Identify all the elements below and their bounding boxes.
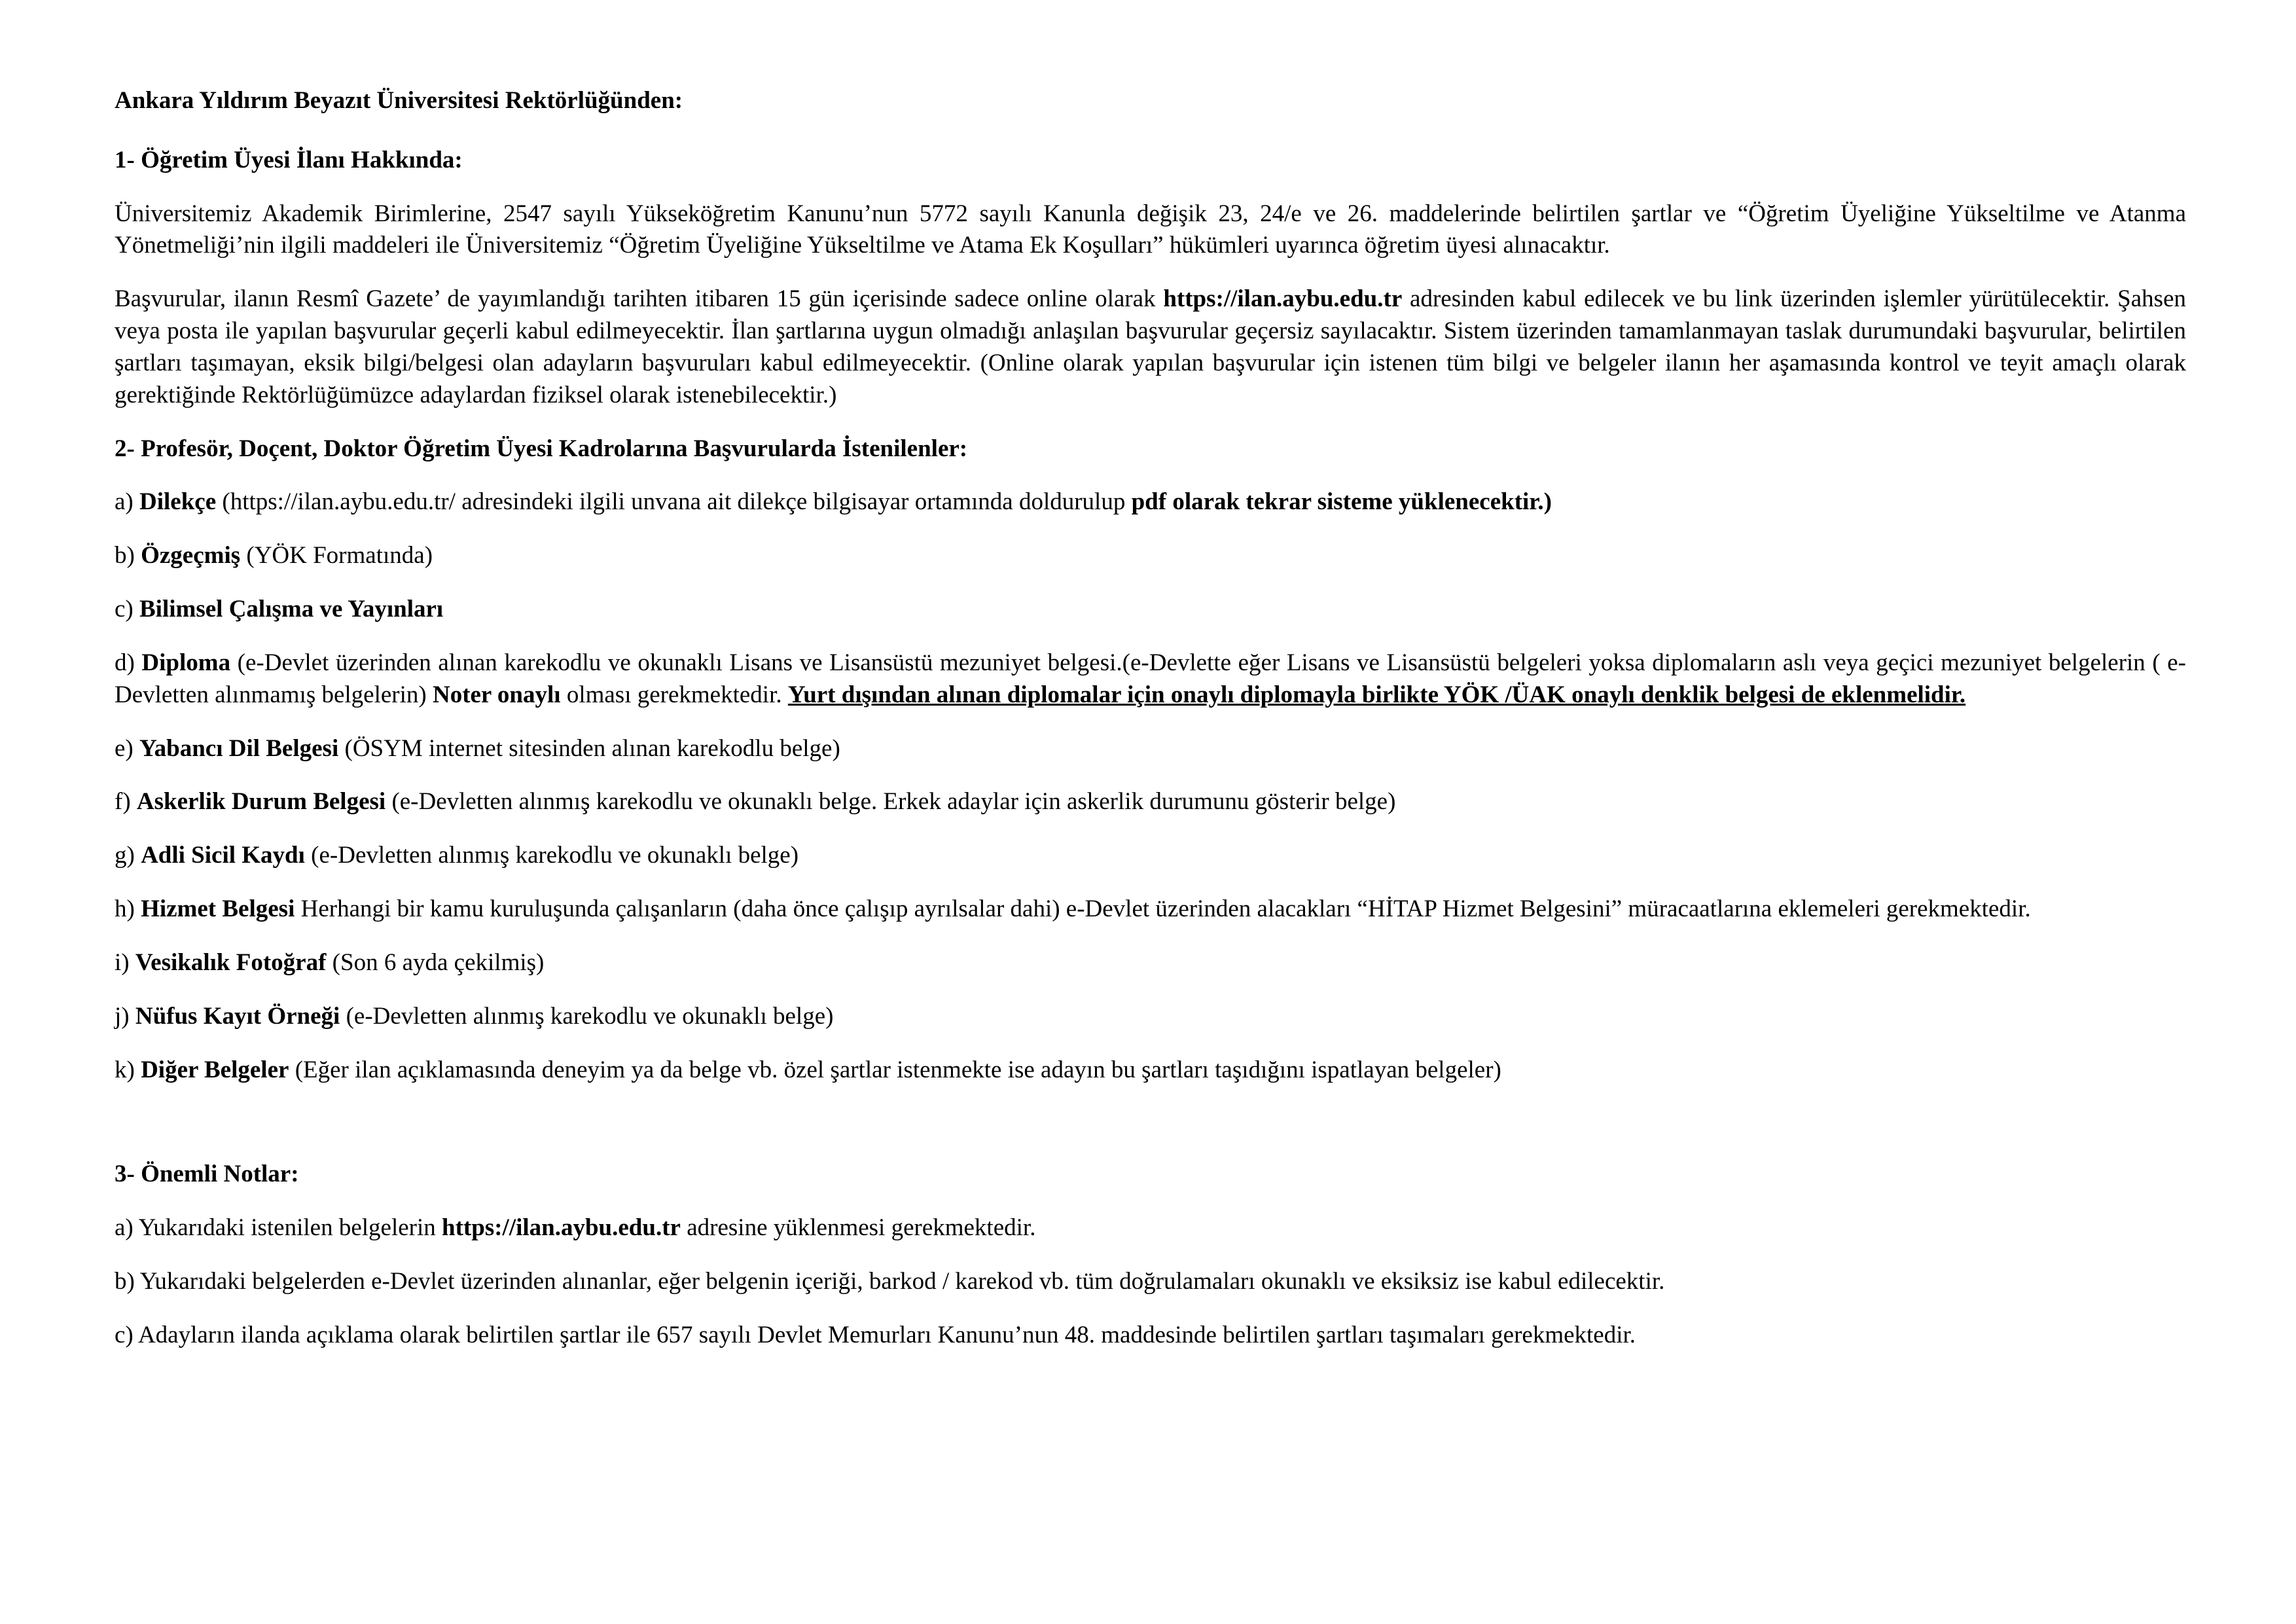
item-f-marker: f) bbox=[115, 788, 137, 816]
para2-text-a: Başvurular, ilanın Resmî Gazete’ de yayımlandığı tarihten itibaren 15 gün içerisinde sadece online olarak bbox=[115, 285, 1164, 313]
section-2-heading: 2- Profesör, Doçent, Doktor Öğretim Üyesi Kadrolarına Başvurularda İstenilenler: bbox=[115, 435, 968, 462]
list-item-c bbox=[115, 594, 2186, 626]
note-a-text-1: a) Yukarıdaki istenilen belgelerin bbox=[115, 1214, 442, 1242]
item-d-marker: d) bbox=[115, 649, 142, 676]
section-1-paragraph-1: Üniversitemiz Akademik Birimlerine, 2547 sayılı Yükseköğretim Kanunu’nun 5772 sayılı Kanunla değişik 23, 24/e ve 26. maddelerinde belirtilen şartlar ve “Öğretim Üyeliğine Yükseltilme ve Atanma Yönetmeliği’nin ilgili maddeleri ile Üniversitemiz “Öğretim Üyeliğine Yükseltilme ve Atama Ek Koşulları” hükümleri uyarınca öğretim üyesi alınacaktır. bbox=[115, 200, 2186, 259]
list-item-k bbox=[115, 1055, 2186, 1087]
item-h-marker: h) bbox=[115, 895, 141, 923]
item-k-marker: k) bbox=[115, 1056, 141, 1083]
item-k-title: Diğer Belgeler bbox=[141, 1056, 289, 1083]
item-j-title: Nüfus Kayıt Örneği bbox=[135, 1002, 340, 1030]
item-d-emphasis-equivalency: Yurt dışından alınan diplomalar için onaylı diplomayla birlikte YÖK /ÜAK onaylı denklik belgesi de eklenmelidir. bbox=[787, 681, 1966, 708]
item-i-marker: i) bbox=[115, 948, 135, 976]
list-item-j bbox=[115, 1001, 2186, 1033]
item-e-text: (ÖSYM internet sitesinden alınan karekodlu belge) bbox=[338, 734, 840, 762]
item-e-title: Yabancı Dil Belgesi bbox=[139, 734, 339, 762]
document-body bbox=[115, 85, 2186, 1352]
item-i-title: Vesikalık Fotoğraf bbox=[135, 948, 327, 976]
item-a-marker: a) bbox=[115, 488, 139, 516]
list-item-d bbox=[115, 647, 2186, 712]
item-j-text: (e-Devletten alınmış karekodlu ve okunaklı belge) bbox=[340, 1002, 834, 1030]
section-3-heading: 3- Önemli Notlar: bbox=[115, 1161, 299, 1188]
item-d-text-2: olması gerekmektedir. bbox=[560, 681, 788, 708]
note-a-text-2: adresine yüklenmesi gerekmektedir. bbox=[680, 1214, 1036, 1242]
item-h-text: Herhangi bir kamu kuruluşunda çalışanların (daha önce çalışıp ayrılsalar dahi) e-Devlet üzerinden alacakları “HİTAP Hizmet Belgesini” müracaatlarına eklemeleri gerekmektedir. bbox=[295, 895, 2031, 923]
item-c-marker: c) bbox=[115, 596, 139, 623]
list-item-a bbox=[115, 486, 2186, 518]
item-g-text: (e-Devletten alınmış karekodlu ve okunaklı belge) bbox=[304, 842, 799, 869]
item-b-marker: b) bbox=[115, 542, 141, 569]
item-j-marker: j) bbox=[115, 1002, 135, 1030]
item-g-title: Adli Sicil Kaydı bbox=[141, 842, 305, 869]
list-item-i bbox=[115, 947, 2186, 979]
item-a-text: (https://ilan.aybu.edu.tr/ adresindeki ilgili unvana ait dilekçe bilgisayar ortamında doldurulup bbox=[216, 488, 1132, 516]
note-item-b: b) Yukarıdaki belgelerden e-Devlet üzerinden alınanlar, eğer belgenin içeriği, barkod / karekod vb. tüm doğrulamaları okunaklı ve eksiksiz ise kabul edilecektir. bbox=[115, 1268, 1665, 1295]
item-a-title: Dilekçe bbox=[139, 488, 217, 516]
item-b-title: Özgeçmiş bbox=[141, 542, 241, 569]
item-h-title: Hizmet Belgesi bbox=[141, 895, 295, 923]
item-k-text: (Eğer ilan açıklamasında deneyim ya da belge vb. özel şartlar istenmekte ise adayın bu şartları taşıdığını ispatlayan belgeler) bbox=[289, 1056, 1501, 1083]
list-item-e bbox=[115, 733, 2186, 765]
list-item-b bbox=[115, 540, 2186, 572]
list-item-f bbox=[115, 786, 2186, 818]
note-item-a bbox=[115, 1212, 2186, 1244]
note-a-link: https://ilan.aybu.edu.tr bbox=[442, 1214, 681, 1242]
item-d-emphasis-notary: Noter onaylı bbox=[432, 681, 561, 708]
note-item-c: c) Adayların ilanda açıklama olarak belirtilen şartlar ile 657 sayılı Devlet Memurları Kanunu’nun 48. maddesinde belirtilen şartları taşımaları gerekmektedir. bbox=[115, 1321, 1636, 1348]
item-c-title: Bilimsel Çalışma ve Yayınları bbox=[139, 596, 444, 623]
page-title: Ankara Yıldırım Beyazıt Üniversitesi Rektörlüğünden: bbox=[115, 87, 683, 114]
item-d-text-1: (e-Devlet üzerinden alınan karekodlu ve okunaklı Lisans ve Lisansüstü mezuniyet belgesi.(e-Devlette eğer Lisans ve Lisansüstü belgeleri yoksa diplomaların aslı veya geçici mezuniyet belgelerin ( e-Devletten alınmamış belgelerin) bbox=[115, 649, 2186, 708]
section-divider-space bbox=[115, 1108, 2186, 1159]
item-a-emphasis: pdf olarak tekrar sisteme yüklenecektir.) bbox=[1131, 488, 1552, 516]
item-g-marker: g) bbox=[115, 842, 141, 869]
para2-text-b: adresinden kabul edilecek ve bu link üzerinden işlemler yürütülecektir. Şahsen veya posta ile yapılan başvurular geçerli kabul edilmeyecektir. İlan şartlarına uygun olmadığı anlaşılan başvurular geçersiz sayılacaktır. Sistem üzerinden tamamlanmayan taslak durumundaki başvurular, belirtilen şartları taşımayan, eksik bilgi/belgesi olan adayların başvuruları kabul edilmeyecektir. (Online olarak yapılan başvurular için istenen tüm bilgi ve belgeler ilanın her aşamasında kontrol ve teyit amaçlı olarak gerektiğinde Rektörlüğümüzce adaylardan fiziksel olarak istenebilecektir.) bbox=[115, 285, 2186, 408]
application-link: https://ilan.aybu.edu.tr bbox=[1163, 285, 1403, 313]
section-1-heading: 1- Öğretim Üyesi İlanı Hakkında: bbox=[115, 146, 463, 173]
item-f-title: Askerlik Durum Belgesi bbox=[136, 788, 386, 816]
item-i-text: (Son 6 ayda çekilmiş) bbox=[326, 948, 545, 976]
section-1-paragraph-2 bbox=[115, 283, 2186, 411]
item-d-title: Diploma bbox=[141, 649, 231, 676]
list-item-g bbox=[115, 840, 2186, 872]
item-f-text: (e-Devletten alınmış karekodlu ve okunaklı belge. Erkek adaylar için askerlik durumunu gösterir belge) bbox=[386, 788, 1396, 816]
item-b-text: (YÖK Formatında) bbox=[240, 542, 433, 569]
item-e-marker: e) bbox=[115, 734, 139, 762]
list-item-h bbox=[115, 893, 2186, 926]
